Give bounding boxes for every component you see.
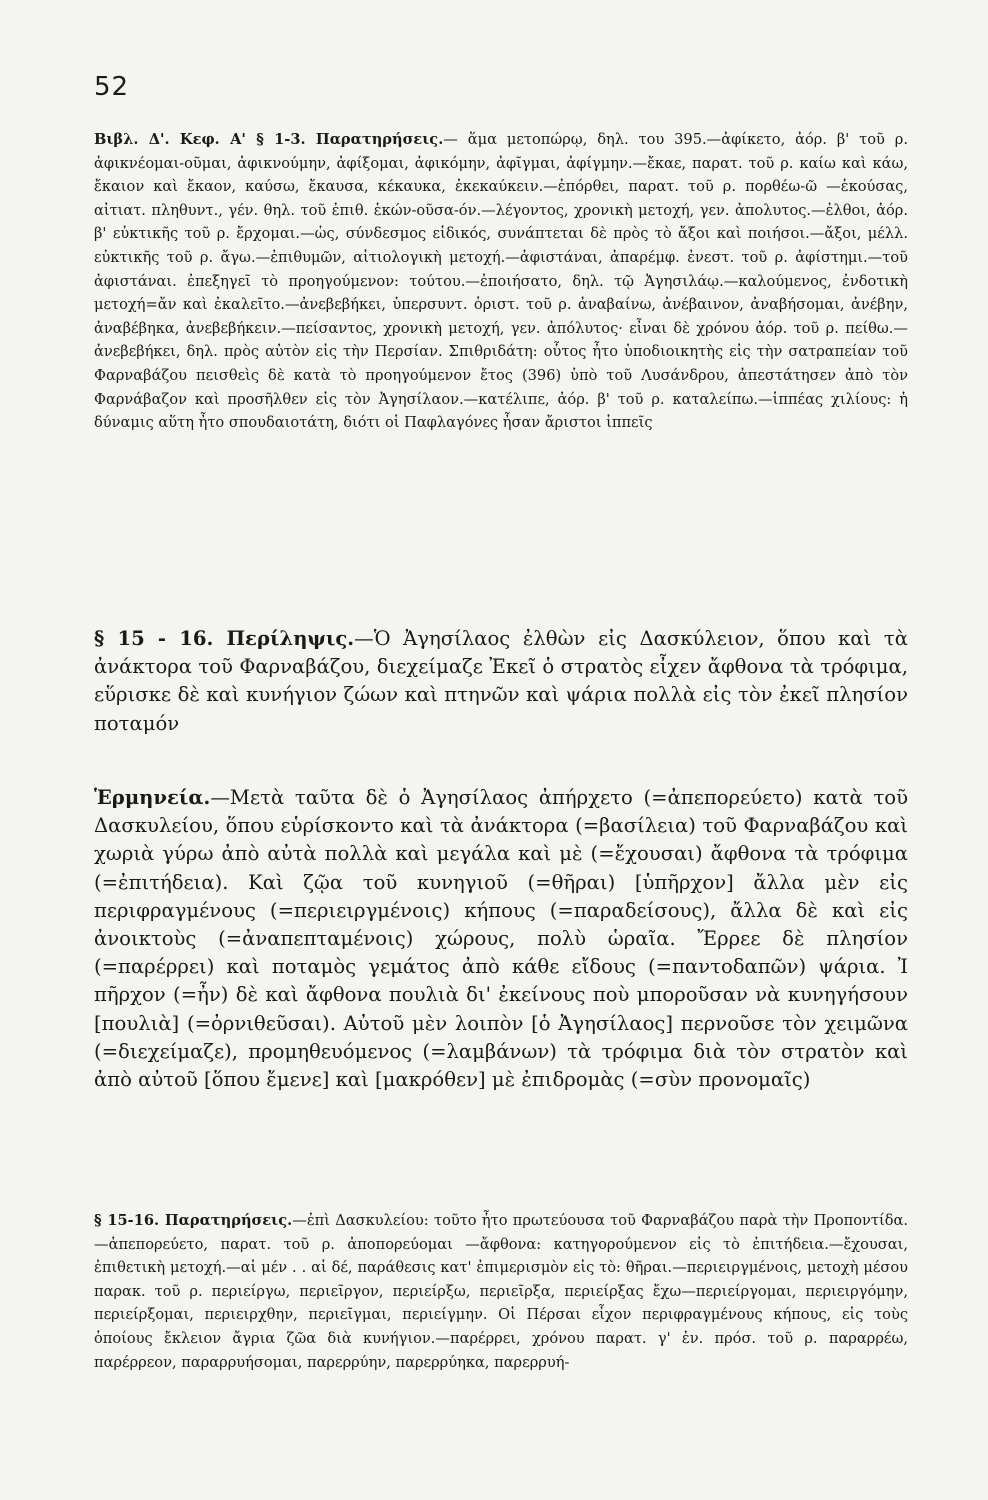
notes-section-1 xyxy=(94,128,908,435)
notes-paragraph-1 xyxy=(94,128,908,435)
summary-section xyxy=(94,625,908,738)
notes-body-2: —ἐπὶ Δασκυλείου: τοῦτο ἦτο πρωτεύουσα τοῦ Φαρναβάζου παρὰ τὴν Προποντίδα.—ἀπεπορεύετο, παρατ. τοῦ ρ. ἀποπορεύομαι —ἄφθονα: κατηγορούμενον εἰς τὸ ἐπιτήδεια.—ἔχουσαι, ἐπιθετικὴ μετοχή.—αἱ μέν . . αἱ δέ, παράθεσις κατ' ἐπιμερισμὸν εἰς τὸ: θῆραι.—περιειργμένοις, μετοχὴ μέσου παρακ. τοῦ ρ. περιείργω, περιεῖργον, περιείρξω, περιεῖρξα, περιείρξας ἔχω—περιείργομαι, περιειργόμην, περιείρξομαι, περιειρχθην, περιεῖγμαι, περιείγμην. Οἱ Πέρσαι εἶχον περιφραγμένους κήπους, εἰς τοὺς ὁποίους ἔκλειον ἄγρια ζῶα διὰ κυνήγιον.—παρέρρει, χρόνου παρατ. γ' ἑν. πρόσ. τοῦ ρ. παραρρέω, παρέρρεον, παραρρυήσομαι, παρερρύην, παρερρύηκα, παρερρυή- xyxy=(94,1212,908,1371)
page-number: 52 xyxy=(94,72,130,102)
interpretation-body: —Μετὰ ταῦτα δὲ ὁ Ἀγησίλαος ἀπήρχετο (=ἀπεπορεύετο) κατὰ τοῦ Δασκυλείου, ὅπου εὑρίσκοντο καὶ τὰ ἀνάκτορα (=βασίλεια) τοῦ Φαρναβάζου καὶ χωριὰ γύρω ἀπὸ αὐτὰ πολλὰ καὶ μεγάλα καὶ μὲ (=ἔχουσαι) ἄφθονα τὰ τρόφιμα (=ἐπιτήδεια). Καὶ ζῷα τοῦ κυνηγιοῦ (=θῆραι) [ὑπῆρχον] ἄλλα μὲν εἰς περιφραγμένους (=περιειργμένοις) κήπους (=παραδείσους), ἄλλα δὲ καὶ εἰς ἀνοικτοὺς (=ἀναπεπταμένοις) χώρους, πολὺ ὡραῖα. Ἔρρεε δὲ πλησίον (=παρέρρει) καὶ ποταμὸς γεμάτος ἀπὸ κάθε εἴδους (=παντοδαπῶν) ψάρια. Ἰ πῆρχον (=ἦν) δὲ καὶ ἄφθονα πουλιὰ δι' ἐκείνους ποὺ μποροῦσαν νὰ κυνηγήσουν [πουλιὰ] (=ὀρνιθεῦσαι). Αὐτοῦ μὲν λοιπὸν [ὁ Ἀγησίλαος] περνοῦσε τὸν χειμῶνα (=διεχείμαζε), προμηθευόμενος (=λαμβάνων) τὰ τρόφιμα διὰ τὸν στρατὸν καὶ ἀπὸ αὐτοῦ [ὅπου ἔμενε] καὶ [μακρόθεν] μὲ ἐπιδρομὰς (=σὺν προνομαῖς) xyxy=(94,786,908,1092)
summary-body: —Ὁ Ἀγησίλαος ἐλθὼν εἰς Δασκύλειον, ὅπου καὶ τὰ ἀνάκτορα τοῦ Φαρναβάζου, διεχείμαζε Ἐκεῖ ὁ στρατὸς εἶχεν ἄφθονα τὰ τρόφιμα, εὕρισκε δὲ καὶ κυνήγιον ζώων καὶ πτηνῶν καὶ ψάρια πολλὰ εἰς τὸν ἐκεῖ πλησίον ποταμόν xyxy=(94,627,909,735)
summary-heading: § 15 - 16. Περίληψις. xyxy=(94,627,355,650)
notes-section-2 xyxy=(94,1209,908,1374)
notes-heading-2: § 15-16. Παρατηρήσεις. xyxy=(94,1212,293,1229)
notes-heading-1: Βιβλ. Δ'. Κεφ. Α' § 1-3. Παρατηρήσεις. xyxy=(94,131,444,148)
interpretation-paragraph xyxy=(94,784,908,1094)
interpretation-heading: Ἑρμηνεία. xyxy=(94,786,211,809)
notes-paragraph-2 xyxy=(94,1209,908,1374)
interpretation-section xyxy=(94,784,908,1094)
notes-body-1: — ἅμα μετοπώρῳ, δηλ. του 395.—ἀφίκετο, ἀόρ. β' τοῦ ρ. ἀφικνέομαι-οῦμαι, ἀφικνούμην, ἀφίξομαι, ἀφικόμην, ἀφῖγμαι, ἀφίγμην.—ἔκαε, παρατ. τοῦ ρ. καίω καὶ κάω, ἔκαιον καὶ ἔκαον, καύσω, ἔκαυσα, κέκαυκα, ἐκεκαύκειν.—ἐπόρθει, παρατ. τοῦ ρ. πορθέω-ῶ —ἑκούσας, αἰτιατ. πληθυντ., γέν. θηλ. τοῦ ἐπιθ. ἑκών-οῦσα-όν.—λέγοντος, χρονικὴ μετοχή, γεν. ἀπολυτος.—ἐλθοι, ἀόρ. β' εὐκτικῆς τοῦ ρ. ἔρχομαι.—ὡς, σύνδεσμος εἰδικός, συνάπτεται δὲ πρὸς τὸ ἄξοι καὶ ποιήσοι.—ἄξοι, μέλλ. εὐκτικῆς τοῦ ρ. ἄγω.—ἐπιθυμῶν, αἰτιολογικὴ μετοχή.—ἀφιστάναι, ἀπαρέμφ. ἐνεστ. τοῦ ρ. ἀφίστημι.—τοῦ ἀφιστάναι. ἐπεξηγεῖ τὸ προηγούμενον: τούτου.—ἐποιήσατο, δηλ. τῷ Ἀγησιλάῳ.—καλούμενος, ἐνδοτικὴ μετοχή=ἄν καὶ ἐκαλεῖτο.—ἀνεβεβήκει, ὑπερσυντ. ὁριστ. τοῦ ρ. ἀναβαίνω, ἀνέβαινον, ἀναβήσομαι, ἀνέβην, ἀναβέβηκα, ἀνεβεβήκειν.—πείσαντος, χρονικὴ μετοχή, γεν. ἀπόλυτος· εἶναι δὲ χρόνου ἀόρ. τοῦ ρ. πείθω.—ἀνεβεβήκει, δηλ. πρὸς αὐτὸν εἰς τὴν Περσίαν. Σπιθριδάτη: οὗτος ἦτο ὑποδιοικητὴς εἰς τὴν σατραπείαν τοῦ Φαρναβάζου πεισθεὶς δὲ κατὰ τὸ προηγούμενον ἔτος (396) ὑπὸ τοῦ Λυσάνδρου, ἀπεστάτησεν ἀπὸ τὸν Φαρνάβαζον καὶ προσῆλθεν εἰς τὸν Ἀγησίλαον.—κατέλιπε, ἀόρ. β' τοῦ ρ. καταλείπω.—ἱππέας χιλίους: ἡ δύναμις αὕτη ἦτο σπουδαιοτάτη, διότι οἱ Παφλαγόνες ἦσαν ἄριστοι ἱππεῖς xyxy=(94,131,908,432)
summary-paragraph xyxy=(94,625,908,738)
